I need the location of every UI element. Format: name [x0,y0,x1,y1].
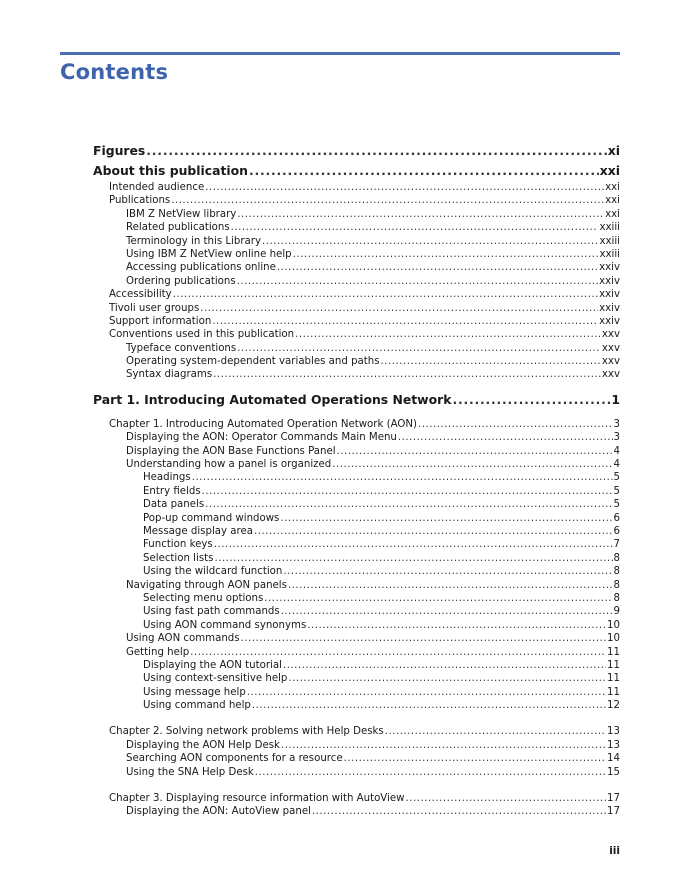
toc-entry-page: 11 [607,646,620,658]
dot-leader [344,752,606,765]
toc-entry-title: Displaying the AON Base Functions Panel [126,445,336,457]
toc-entry[interactable] [93,632,620,645]
toc-entry[interactable] [93,194,620,207]
toc-entry[interactable] [93,672,620,685]
toc-entry-title: Chapter 2. Solving network problems with Help Desks [109,726,384,738]
toc-chapter-entry[interactable] [93,418,620,431]
page-number: iii [609,845,620,857]
toc-entry-page: 8 [613,579,620,591]
toc-entry-page: 17 [607,806,620,818]
dot-leader [283,565,612,578]
toc-entry-title: Pop-up command windows [143,512,280,524]
toc-entry-title: Related publications [126,222,230,234]
toc-entry-title: IBM Z NetView library [126,208,237,220]
toc-entry-page: xxiii [599,248,620,260]
toc-entry-title: Using context-sensitive help [143,673,288,685]
toc-entry-title: Getting help [126,646,190,658]
toc-entry[interactable] [93,328,620,341]
dot-leader [280,512,612,525]
toc-entry-page: 5 [613,485,620,497]
toc-entry-title: Using command help [143,700,251,712]
toc-entry[interactable] [93,221,620,234]
toc-entry-page: xxi [605,195,620,207]
dot-leader [202,485,613,498]
toc-entry-page: xi [607,143,620,158]
toc-entry[interactable] [93,766,620,779]
toc-entry-page: xxv [601,342,620,354]
toc-entry-title: Using the SNA Help Desk [126,766,254,778]
dot-leader [277,261,598,274]
dot-leader [281,605,613,618]
toc-entry-title: Data panels [143,499,205,511]
toc-entry-page: 6 [613,525,620,537]
toc-entry-title: Using fast path commands [143,606,280,618]
dot-leader [237,275,598,288]
toc-entry-page: xxv [601,356,620,368]
dot-leader [213,368,601,381]
toc-entry-title: Intended audience [109,182,205,193]
toc-entry-title: Entry fields [143,485,201,497]
toc-entry-page: 6 [613,512,620,524]
toc-entry[interactable] [93,368,620,381]
toc-entry-page: xxiv [599,275,620,287]
toc-entry-title: Using AON command synonyms [143,619,307,631]
toc-entry-title: Operating system-dependent variables and paths [126,356,380,368]
toc-entry-page: 13 [607,739,620,751]
toc-entry-page: 3 [613,418,620,430]
toc-entry-title: Accessibility [109,289,172,301]
dot-leader [406,792,607,805]
dot-leader [192,471,613,484]
toc-entry[interactable] [93,752,620,765]
dot-leader [288,672,606,685]
dot-leader [249,161,599,181]
toc-entry-title: Ordering publications [126,275,236,287]
toc-entry-title: Selection lists [143,552,214,564]
toc-entry-title: Using AON commands [126,633,240,645]
dot-leader [205,498,612,511]
toc-entry[interactable] [93,538,620,551]
toc-entry-page: 5 [613,499,620,511]
dot-leader [205,181,604,194]
dot-leader [332,458,612,471]
toc-entry-title: Syntax diagrams [126,369,213,381]
dot-leader [237,208,604,221]
toc-entry[interactable] [93,552,620,565]
dot-leader [254,525,612,538]
toc-entry-title: Figures [93,143,146,158]
toc-entry[interactable] [93,161,620,181]
dot-leader [146,141,606,161]
dot-leader [385,725,606,738]
toc-entry-title: Displaying the AON tutorial [143,659,282,671]
toc-entry[interactable] [93,485,620,498]
toc-chapter-entry[interactable] [93,792,620,805]
dot-leader [418,418,613,431]
dot-leader [262,235,598,248]
toc-entry[interactable] [93,646,620,659]
toc-entry[interactable] [93,208,620,221]
toc-entry-title: Displaying the AON Help Desk [126,739,280,751]
toc-entry-page: xxiv [599,302,620,314]
toc-entry[interactable] [93,525,620,538]
toc-entry[interactable] [93,471,620,484]
toc-entry-page: 14 [607,753,620,765]
dot-leader [255,766,606,779]
dot-leader [381,355,601,368]
dot-leader [252,699,606,712]
toc-entry[interactable] [93,458,620,471]
toc-entry[interactable] [93,181,620,194]
toc-entry-page: xxiii [599,222,620,234]
toc-entry-page: xxiii [599,235,620,247]
toc-entry-page: xxi [599,163,620,178]
toc-entry-title: Support information [109,315,212,327]
toc-entry-page: xxv [601,329,620,341]
toc-entry[interactable] [93,315,620,328]
toc-entry-title: About this publication [93,163,248,178]
dot-leader [200,302,598,315]
toc-entry-title: Conventions used in this publication [109,329,295,341]
toc-entry-title: Typeface conventions [126,342,237,354]
toc-entry[interactable] [93,355,620,368]
toc-entry-page: xxi [605,182,620,193]
toc-entry[interactable] [93,275,620,288]
toc-entry-title: Displaying the AON: Operator Commands Main Menu [126,432,397,444]
table-of-contents [93,141,620,819]
toc-entry-page: xxi [605,208,620,220]
toc-entry-title: Searching AON components for a resource [126,753,343,765]
toc-entry-page: 13 [607,726,620,738]
dot-leader [288,579,613,592]
dot-leader [214,552,612,565]
toc-entry-page: 8 [613,566,620,578]
toc-entry-page: 9 [613,606,620,618]
toc-entry-page: 17 [607,793,620,805]
toc-entry[interactable] [93,235,620,248]
toc-entry[interactable] [93,261,620,274]
toc-entry[interactable] [93,431,620,444]
dot-leader [307,619,606,632]
toc-entry-title: Navigating through AON panels [126,579,287,591]
toc-entry-title: Function keys [143,539,213,551]
dot-leader [190,646,606,659]
toc-entry[interactable] [93,605,620,618]
dot-leader [312,805,606,818]
toc-entry[interactable] [93,699,620,712]
dot-leader [247,686,606,699]
dot-leader [281,739,606,752]
toc-entry-page: 3 [613,432,620,444]
toc-entry[interactable] [93,342,620,355]
toc-entry-title: Chapter 1. Introducing Automated Operation Network (AON) [109,418,417,430]
dot-leader [214,538,613,551]
toc-entry[interactable] [93,805,620,818]
toc-entry-title: Part 1. Introducing Automated Operations Network [93,391,452,407]
toc-entry[interactable] [93,565,620,578]
toc-entry-page: 15 [607,766,620,778]
toc-entry[interactable] [93,686,620,699]
toc-entry-page: 5 [613,472,620,484]
dot-leader [452,390,610,410]
toc-entry-page: 11 [607,673,620,685]
toc-entry[interactable] [93,512,620,525]
dot-leader [283,659,606,672]
toc-entry[interactable] [93,248,620,261]
toc-part-entry[interactable] [93,390,620,410]
dot-leader [337,445,613,458]
toc-entry-title: Tivoli user groups [109,302,200,314]
toc-entry-page: 11 [607,686,620,698]
toc-entry-title: Using IBM Z NetView online help [126,248,292,260]
toc-chapter-entry[interactable] [93,725,620,738]
dot-leader [295,328,601,341]
toc-entry-title: Understanding how a panel is organized [126,459,332,471]
toc-entry[interactable] [93,288,620,301]
dot-leader [173,288,598,301]
dot-leader [241,632,606,645]
toc-entry-title: Displaying the AON: AutoView panel [126,806,311,818]
toc-entry-title: Message display area [143,525,254,537]
toc-entry-page: xxv [601,369,620,381]
toc-entry-page: 1 [611,391,620,407]
toc-entry-title: Selecting menu options [143,592,264,604]
toc-entry[interactable] [93,498,620,511]
page-title: Contents [60,60,169,84]
toc-entry-title: Headings [143,472,191,484]
dot-leader [398,431,613,444]
toc-entry[interactable] [93,592,620,605]
dot-leader [293,248,599,261]
toc-entry-title: Publications [109,195,171,207]
dot-leader [264,592,612,605]
toc-entry[interactable] [93,579,620,592]
header-rule [60,52,620,55]
toc-entry-page: 8 [613,552,620,564]
toc-entry-title: Terminology in this Library [126,235,261,247]
toc-entry-page: 11 [607,659,620,671]
toc-entry-page: xxiv [599,289,620,301]
toc-entry-title: Using message help [143,686,246,698]
toc-entry[interactable] [93,141,620,161]
toc-entry-page: 4 [613,459,620,471]
dot-leader [212,315,598,328]
toc-entry[interactable] [93,659,620,672]
toc-entry-page: xxiv [599,315,620,327]
toc-entry[interactable] [93,619,620,632]
toc-entry-page: 10 [607,619,620,631]
toc-entry[interactable] [93,445,620,458]
toc-entry[interactable] [93,739,620,752]
toc-entry-page: 8 [613,592,620,604]
toc-entry-page: xxiv [599,262,620,274]
toc-entry-page: 4 [613,445,620,457]
toc-entry-title: Chapter 3. Displaying resource information with AutoView [109,793,405,805]
toc-entry-page: 7 [613,539,620,551]
toc-entry-title: Using the wildcard function [143,566,283,578]
toc-entry-page: 10 [607,633,620,645]
dot-leader [171,194,604,207]
toc-entry[interactable] [93,302,620,315]
toc-entry-page: 12 [607,700,620,712]
dot-leader [237,342,601,355]
dot-leader [231,221,599,234]
toc-entry-title: Accessing publications online [126,262,276,274]
